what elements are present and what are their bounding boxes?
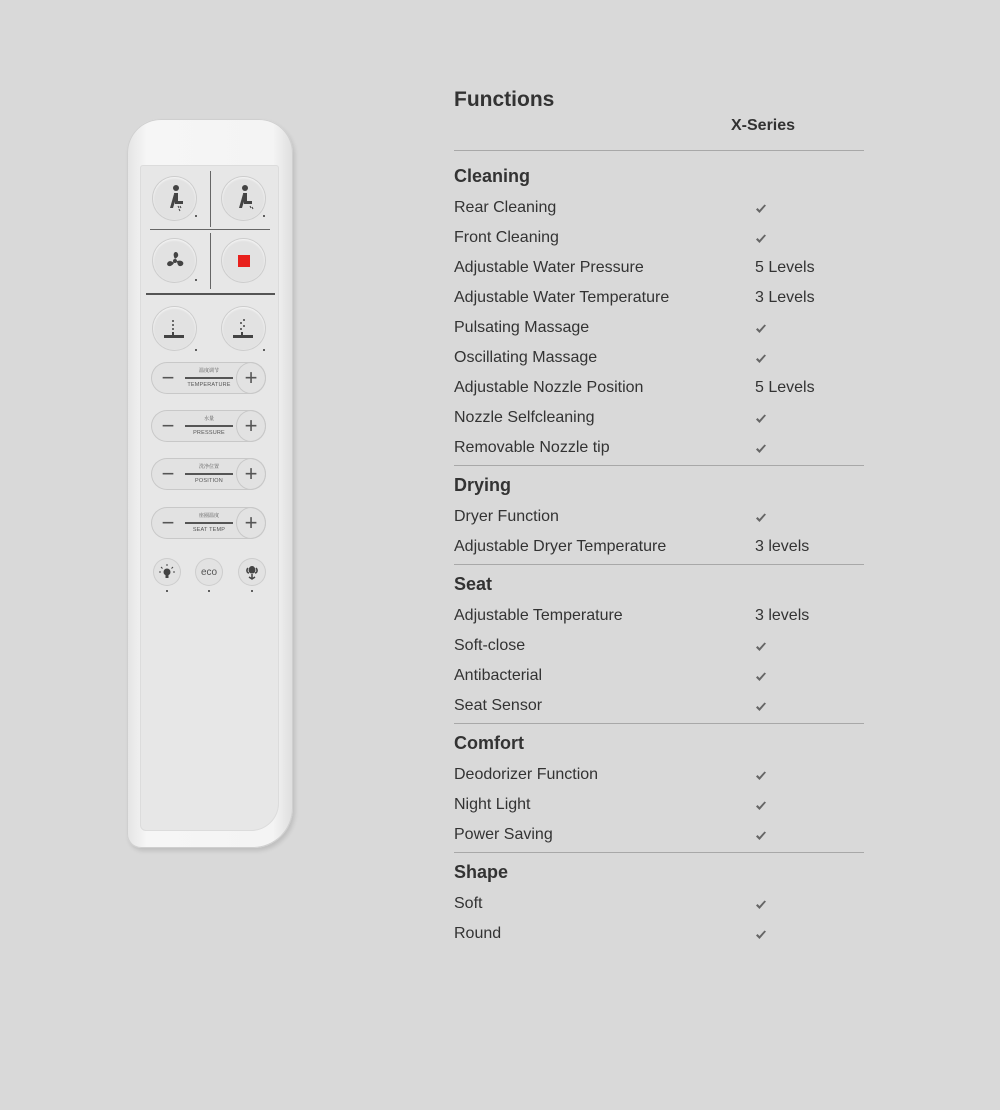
pressure-plus-button[interactable]: + xyxy=(237,411,265,441)
check-icon xyxy=(755,512,767,524)
seat-temp-label: SEAT TEMP xyxy=(192,527,226,533)
indicator-dot xyxy=(195,215,197,217)
seat-temp-minus-button[interactable]: − xyxy=(161,510,175,535)
divider xyxy=(146,293,275,295)
indicator-dot xyxy=(195,279,197,281)
remote-button-panel xyxy=(140,165,279,831)
row-label: Adjustable Dryer Temperature xyxy=(454,538,667,555)
row-label: Night Light xyxy=(454,796,531,813)
seat-temp-slider[interactable] xyxy=(152,508,265,538)
nozzle-rear-icon xyxy=(160,315,190,343)
row-value: 3 Levels xyxy=(755,289,815,306)
check-icon xyxy=(755,701,767,713)
check-icon xyxy=(755,641,767,653)
section-title-shape: Shape xyxy=(454,862,509,882)
position-label: POSITION xyxy=(195,478,223,484)
temperature-slider[interactable] xyxy=(152,363,265,393)
section-divider xyxy=(454,723,864,724)
indicator-dot xyxy=(208,590,210,592)
series-column-header: X-Series xyxy=(731,117,796,134)
pressure-cn-label: 水量 xyxy=(203,416,214,422)
rear-cleaning-icon xyxy=(162,184,188,214)
divider xyxy=(150,229,270,230)
row-label: Adjustable Nozzle Position xyxy=(454,379,644,396)
pressure-bar xyxy=(185,425,233,427)
position-plus-button[interactable]: + xyxy=(237,459,265,489)
position-slider[interactable] xyxy=(152,459,265,489)
section-title-seat: Seat xyxy=(454,574,493,594)
check-icon xyxy=(755,323,767,335)
eco-icon: eco xyxy=(200,566,218,578)
night-light-button[interactable] xyxy=(154,559,180,585)
indicator-dot xyxy=(251,590,253,592)
row-label: Deodorizer Function xyxy=(454,766,599,783)
section-title-cleaning: Cleaning xyxy=(454,166,531,186)
row-value: 5 Levels xyxy=(755,379,815,396)
check-icon xyxy=(755,413,767,425)
check-icon xyxy=(755,233,767,245)
header-divider xyxy=(454,150,864,151)
position-bar xyxy=(185,473,233,475)
row-label: Adjustable Temperature xyxy=(454,607,623,624)
pressure-label: PRESSURE xyxy=(193,430,225,436)
temperature-minus-button[interactable]: − xyxy=(161,365,175,390)
nozzle-front-icon xyxy=(229,315,259,343)
row-value: 5 Levels xyxy=(755,259,815,276)
pressure-slider[interactable] xyxy=(152,411,265,441)
eco-button[interactable] xyxy=(196,559,222,585)
check-icon xyxy=(755,830,767,842)
deodorizer-flower-icon xyxy=(242,562,262,582)
position-minus-button[interactable]: − xyxy=(161,461,175,486)
temperature-label: TEMPERATURE xyxy=(187,382,231,388)
check-icon xyxy=(755,800,767,812)
indicator-dot xyxy=(263,215,265,217)
seat-temp-cn-label: 座圈温度 xyxy=(198,513,219,519)
position-cn-label: 洗净位置 xyxy=(198,464,219,470)
check-icon xyxy=(755,203,767,215)
check-icon xyxy=(755,353,767,365)
row-label: Dryer Function xyxy=(454,508,559,525)
indicator-dot xyxy=(166,590,168,592)
row-value: 3 levels xyxy=(755,538,810,555)
row-label: Adjustable Water Pressure xyxy=(454,259,644,276)
dryer-button[interactable] xyxy=(153,239,196,282)
check-icon xyxy=(755,899,767,911)
front-cleaning-icon xyxy=(231,184,257,214)
row-label: Power Saving xyxy=(454,826,553,843)
nozzle-rear-button[interactable] xyxy=(153,307,196,350)
divider xyxy=(210,233,211,289)
section-divider xyxy=(454,852,864,853)
stop-icon xyxy=(238,255,250,267)
deodorizer-button[interactable] xyxy=(239,559,265,585)
seat-temp-plus-button[interactable]: + xyxy=(237,508,265,538)
section-divider xyxy=(454,564,864,565)
section-title-comfort: Comfort xyxy=(454,733,524,753)
row-label: Rear Cleaning xyxy=(454,199,557,216)
pressure-minus-button[interactable]: − xyxy=(161,413,175,438)
row-label: Adjustable Water Temperature xyxy=(454,289,670,306)
temperature-bar xyxy=(185,377,233,379)
row-label: Soft xyxy=(454,895,483,912)
row-label: Removable Nozzle tip xyxy=(454,439,610,456)
row-label: Antibacterial xyxy=(454,667,543,684)
row-label: Pulsating Massage xyxy=(454,319,590,336)
dryer-fan-icon xyxy=(162,248,188,274)
row-label: Front Cleaning xyxy=(454,229,559,246)
indicator-dot xyxy=(263,349,265,351)
stop-button[interactable] xyxy=(222,239,265,282)
indicator-dot xyxy=(195,349,197,351)
temperature-cn-label: 温度调节 xyxy=(198,368,219,374)
remote-control xyxy=(127,119,293,848)
row-label: Round xyxy=(454,925,502,942)
row-label: Soft-close xyxy=(454,637,526,654)
section-title-drying: Drying xyxy=(454,475,512,495)
nozzle-front-button[interactable] xyxy=(222,307,265,350)
check-icon xyxy=(755,929,767,941)
row-label: Oscillating Massage xyxy=(454,349,598,366)
seat-temp-bar xyxy=(185,522,233,524)
section-divider xyxy=(454,465,864,466)
night-light-icon xyxy=(157,562,177,582)
front-cleaning-button[interactable] xyxy=(222,177,265,220)
row-label: Nozzle Selfcleaning xyxy=(454,409,595,426)
divider xyxy=(210,171,211,227)
check-icon xyxy=(755,671,767,683)
row-label: Seat Sensor xyxy=(454,697,543,714)
check-icon xyxy=(755,770,767,782)
row-value: 3 levels xyxy=(755,607,810,624)
rear-cleaning-button[interactable] xyxy=(153,177,196,220)
check-icon xyxy=(755,443,767,455)
functions-title: Functions xyxy=(454,88,555,111)
temperature-plus-button[interactable]: + xyxy=(237,363,265,393)
